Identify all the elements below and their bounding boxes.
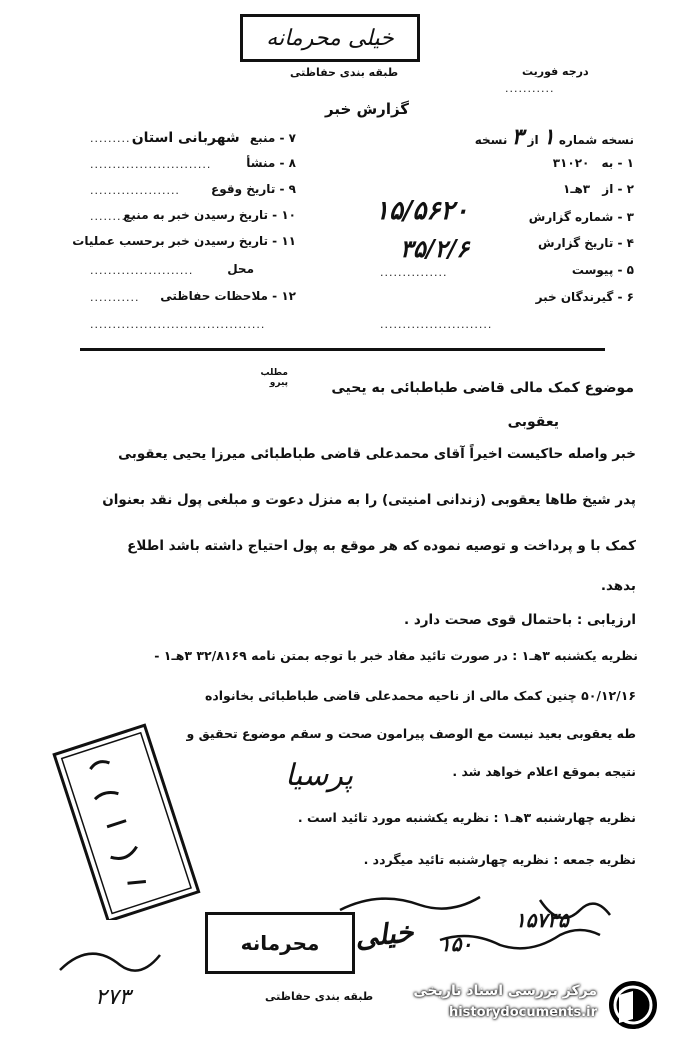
field-attachment-dots: ............... — [380, 266, 448, 279]
copies-handwritten-3: ۳ — [511, 124, 524, 150]
classification-stamp-top — [240, 14, 420, 62]
classification-caption-bottom: طبقه بندی حفاظتی — [265, 990, 374, 1003]
opinion-wednesday: نظریه چهارشنبه ۳هـ۱ : نظریه یکشنبه مورد تائید است . — [297, 810, 636, 825]
field-arrival-dots: .......... — [90, 210, 135, 223]
field-place: محل — [227, 262, 254, 276]
field-origin-dots: ........................... — [90, 158, 212, 171]
opinion-line-2: ۵۰/۱۲/۱۶ چنین کمک مالی از ناحیه محمدعلی قاضی طباطبائی بخانواده — [204, 688, 636, 703]
copies-label: نسخه شماره — [558, 133, 634, 147]
watermark — [395, 975, 665, 1035]
opinion-friday: نظریه جمعه : نظریه چهارشنبه تائید میگردد . — [363, 852, 636, 867]
opinion-line-1: نظریه یکشنبه ۳هـ۱ : در صورت تائید مفاد خبر با توجه بمتن نامه ۳۲/۸۱۶۹ ۳هـ۱ - — [154, 648, 638, 663]
field-report-number: ۳ - شماره گزارش — [528, 210, 634, 224]
field-occurrence-date: ۹ - تاریخ وقوع — [211, 182, 296, 196]
bottom-scribble-1: ۲۷۳ — [95, 985, 131, 1010]
field-attachment: ۵ - پیوست — [571, 263, 634, 277]
field-to-value: ۳۱۰۲۰ — [552, 156, 590, 170]
subject-label: موضوع — [584, 380, 634, 396]
field-source-dots: ......... — [90, 132, 131, 145]
subject-text: کمک مالی قاضی طباطبائی به یحیی — [331, 380, 580, 396]
field-origin: ۸ - منشأ — [246, 156, 296, 170]
report-title: گزارش خبر — [325, 100, 410, 118]
field-from-value: ۳هـ۱ — [563, 182, 591, 196]
field-recipients-dots: ......................... — [380, 318, 493, 331]
field-occurrence-dots: .................... — [90, 184, 180, 197]
field-source: ۷ - منبع شهربانی استان — [131, 130, 296, 146]
body-line-1: خبر واصله حاکیست اخیراً آقای محمدعلی قاضی طباطبائی میرزا یحیی یعقوبی — [118, 446, 636, 462]
urgency-label: درجه فوریت — [522, 65, 589, 78]
classification-caption-top: طبقه بندی حفاظتی — [290, 66, 399, 79]
opinion-line-4: نتیجه بموقع اعلام خواهد شد . — [452, 764, 636, 779]
field-extra-dots: ....................................... — [90, 318, 266, 331]
field-to: ۱ - به ۳۱۰۲۰ — [552, 156, 634, 170]
subject-continuation: یعقوبی — [507, 414, 559, 430]
signature: پرسیا — [285, 758, 354, 793]
field-arrival-ops: ۱۱ - تاریخ رسیدن خبر برحسب عملیات — [72, 234, 296, 248]
subject-annotation: مطلب پیرو — [260, 368, 288, 388]
field-report-date: ۴ - تاریخ گزارش — [538, 236, 634, 250]
bottom-scribble-2: ۱۵۰ — [440, 932, 473, 956]
evaluation-line: ارزیابی : باحتمال قوی صحت دارد . — [404, 612, 636, 628]
urgency-dots: ........... — [505, 82, 555, 95]
body-line-2: پدر شیخ طاها یعقوبی (زندانی امنیتی) را به منزل دعوت و مبلغی پول نقد بعنوان — [102, 492, 636, 508]
field-recipients: ۶ - گیرندگان خبر — [535, 290, 634, 304]
bottom-stamp-overlay: خیلی — [353, 915, 415, 954]
field-source-value: شهربانی استان — [131, 130, 240, 146]
watermark-url: historydocuments.ir — [448, 1005, 597, 1020]
watermark-logo-icon — [605, 977, 661, 1033]
classification-stamp-text: خیلی محرمانه — [266, 25, 394, 51]
opinion-line-3: طه یعقوبی بعید نیست مع الوصف پیرامون صحت و سقم موضوع تحقیق و — [186, 726, 636, 741]
field-report-date-value: ۳۵/۲/۶ — [400, 234, 470, 263]
bottom-stamp-text: محرمانه — [240, 931, 320, 955]
body-line-4: بدهد. — [600, 578, 636, 594]
field-report-number-value: ۱۵/۵۶۲۰ — [375, 196, 469, 226]
watermark-title: مرکز بررسی اسناد تاریخی — [413, 983, 597, 999]
bottom-scribble-3: ۱۵۷۳۵ — [515, 908, 569, 932]
field-security-dots: ........... — [90, 291, 140, 304]
field-place-dots: ....................... — [90, 264, 194, 277]
field-from: ۲ - از ۳هـ۱ — [563, 182, 634, 196]
body-line-3: کمک با و پرداخت و توصیه نموده که هر موقع به پول احتیاج داشته باشد اطلاع — [127, 538, 636, 554]
field-security-notes: ۱۲ - ملاحظات حفاظتی — [160, 289, 296, 303]
copies-line — [475, 124, 634, 150]
copies-from: از — [527, 133, 539, 147]
copies-handwritten-1: ۱ — [542, 124, 555, 150]
field-arrival-to-source: ۱۰ - تاریخ رسیدن خبر به منبع — [123, 208, 296, 222]
copies-suffix: نسخه — [474, 133, 508, 147]
subject-line — [331, 380, 634, 396]
separator-rule — [80, 348, 605, 351]
